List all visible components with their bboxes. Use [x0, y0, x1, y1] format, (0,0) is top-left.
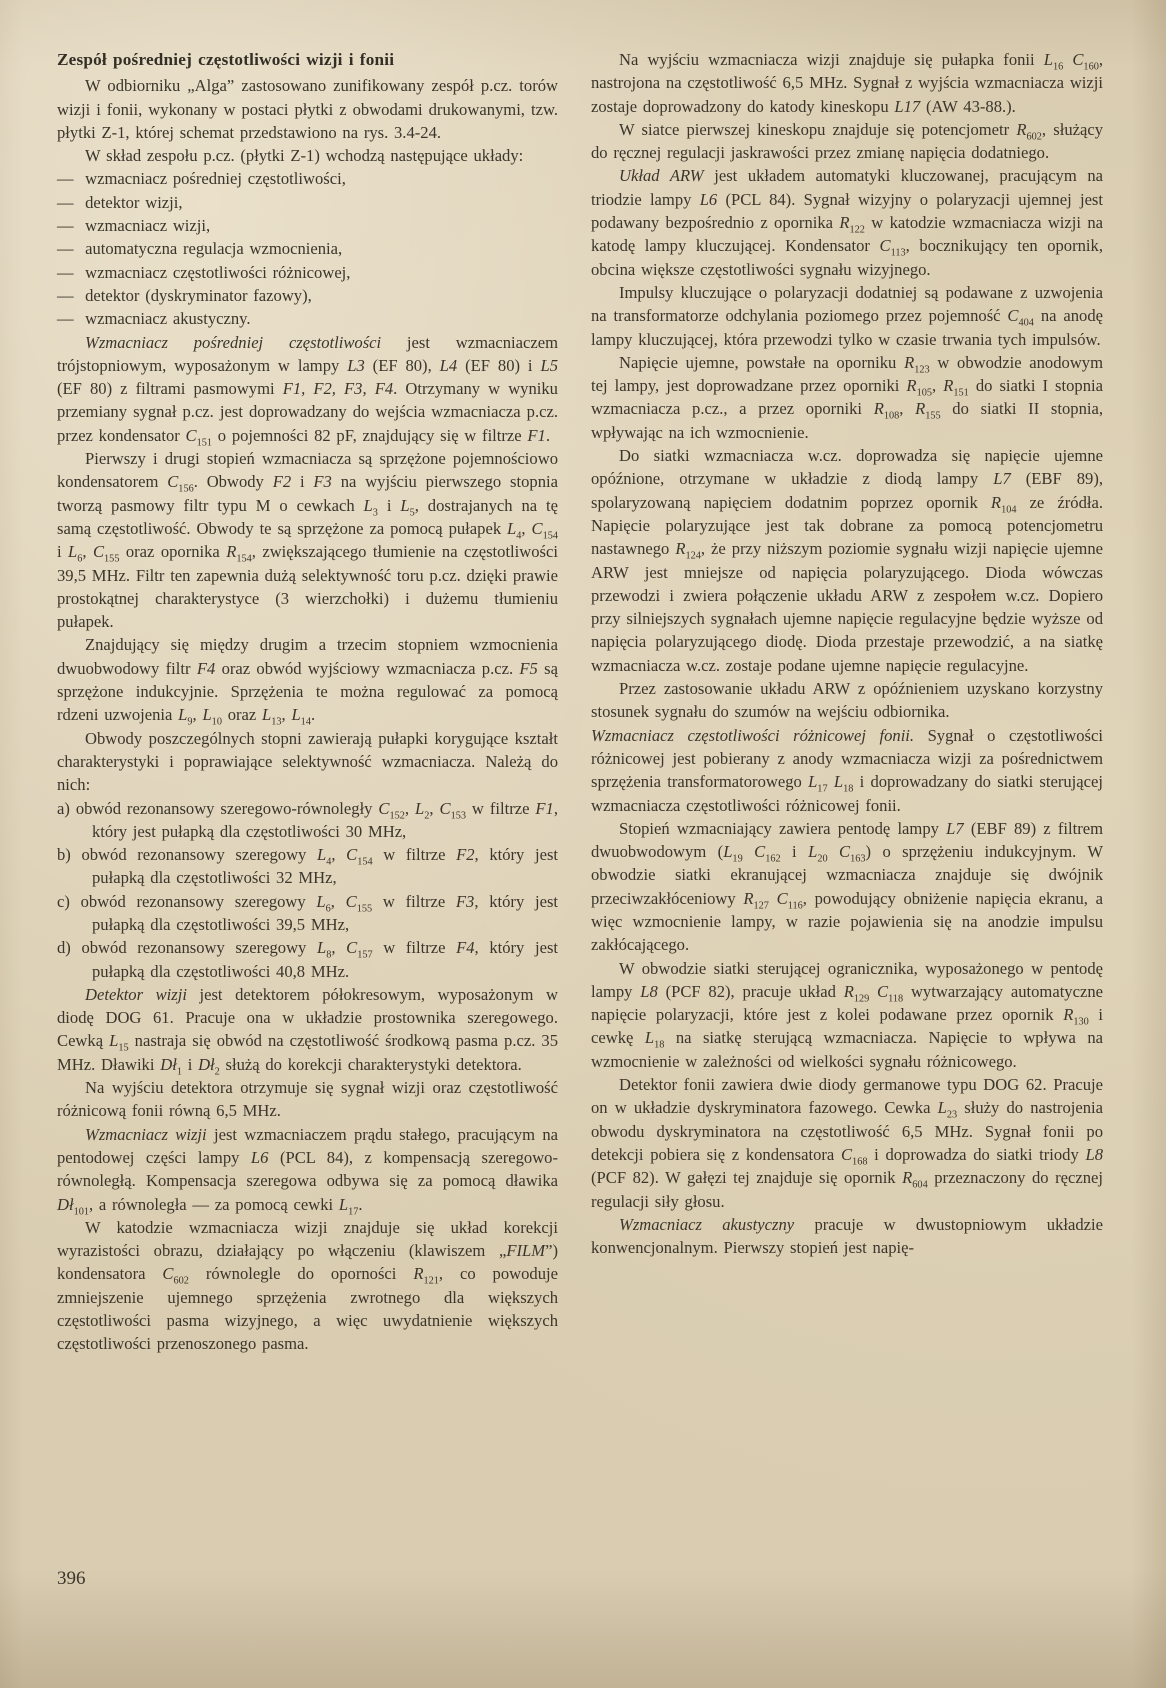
paragraph: Na wyjściu detektora otrzymuje się sygnał wizji oraz częstotliwość różnicową fonii równą 6,5 MHz. [57, 1078, 558, 1121]
paragraph: W katodzie wzmacniacza wizji znajduje się układ korekcji wyrazistości obrazu, działający po włączeniu (klawiszem „FILM”) kondensatora $C_{602}$ równolegle do oporności $R_{121}$, co powoduje zmniejszenie ujemnego sprzężenia zwrotnego dla większych częstotliwości pasma wizyjnego, a więc uwydatnienie większych częstotliwości przenoszonego pasma. [57, 1217, 558, 1354]
paragraph: W obwodzie siatki sterującej ogranicznika, wyposażonego w pentodę lampy L8 (PCF 82), pracuje układ $R_{129}$ $C_{118}$ wytwarzający automatyczne napięcie polaryzacji, które jest z kolei podawane przez opornik $R_{130}$ i cewkę $L_{18}$ na siatkę sterującą wzmacniacza. Napięcie to wpływa na wzmocnienie w zależności od wielkości sygnału różnicowego. [591, 958, 1103, 1071]
section-heading: Zespół pośredniej częstotliwości wizji i fonii [57, 50, 395, 69]
paragraph: Układ ARW jest układem automatyki kluczowanej, pracującym na triodzie lampy L6 (PCL 84). Sygnał wizyjny o polaryzacji ujemnej jest podawany bezpośrednio z opornika $R_{122}$ w katodzie wzmacniacza wizji na katodę lampy kluczującej. Kondensator $C_{113}$, bocznikujący ten opornik, obcina większe częstotliwości sygnału wizyjnego. [591, 166, 1104, 279]
paragraph: Wzmacniacz częstotliwości różnicowej fonii. Sygnał o częstotliwości różnicowej jest pobierany z anody wzmacniacza wizji za pośrednictwem sprzężenia transformatorowego $L_{17}$ $L_{18}$ i doprowadzany do siatki sterującej wzmacniacza częstotliwości różnicowej fonii. [591, 725, 1103, 815]
paragraph: W siatce pierwszej kineskopu znajduje się potencjometr $R_{602}$, służący do ręcznej regulacji jaskrawości przez zmianę napięcia dodatniego. [591, 119, 1104, 163]
paragraph: Wzmacniacz akustyczny pracuje w dwustopniowym układzie konwencjonalnym. Pierwszy stopień jest napię- [591, 1214, 1104, 1258]
list-item-dash: — detektor wizji, [57, 192, 183, 212]
paragraph: Wzmacniacz wizji jest wzmacniaczem prądu stałego, pracującym na pentodowej części lampy L6 (PCL 84), z kompensacją szeregowo-równoległą. Kompensacja szeregowa odbywa się za pomocą dławika $Dł_{101}$, a równoległa — za pomocą cewki $L_{17}$. [57, 1124, 559, 1217]
paragraph: W odbiorniku „Alga” zastosowano zunifikowany zespół p.cz. torów wizji i fonii, wykonany w postaci płytki z obwodami drukowanymi, tzw. płytki Z-1, której schemat przedstawiono na rys. 3.4-24. [57, 76, 558, 142]
paragraph: Detektor fonii zawiera dwie diody germanowe typu DOG 62. Pracuje on w układzie dyskryminatora fazowego. Cewka $L_{23}$ służy do nastrojenia obwodu dyskryminatora na częstotliwość 6,5 MHz. Sygnał fonii po detekcji pobiera się z kondensatora $C_{168}$ i doprowadza do siatki triody L8 (PCF 82). W gałęzi tej znajduje się opornik $R_{604}$ przeznaczony do ręcznej regulacji siły głosu. [591, 1075, 1104, 1211]
paragraph: Do siatki wzmacniacza w.cz. doprowadza się napięcie ujemne opóźnione, otrzymane w układzie z diodą lampy L7 (EBF 89), spolaryzowaną napięciem dodatnim poprzez opornik $R_{104}$ ze źródła. Napięcie polaryzujące jest tak dobrane za pomocą potencjometru nastawnego $R_{124}$, że przy niższym poziomie sygnału wizji napięcie ujemne ARW jest mniejsze od napięcia polaryzującego. Dioda wówczas przewodzi i zwiera połączenie układu ARW z zespołem w.cz. Dopiero przy silniejszych sygnałach ujemne napięcie regulacyjne będzie wyższe od napięcia polaryzującego diodę. Dioda przestaje przewodzić, a na siatkę wzmacniacza w.cz. zostaje podane ujemne napięcie regulacyjne. [591, 446, 1103, 675]
paragraph: Pierwszy i drugi stopień wzmacniacza są sprzężone pojemnościowo kondensatorem $C_{156}$. Obwody F2 i F3 na wyjściu pierwszego stopnia tworzą pasmowy filtr typu M o cewkach $L_3$ i $L_5$, dostrajanych na tę samą częstotliwość. Obwody te są sprzężone za pomocą pułapek $L_4$, $C_{154}$ i $L_6$, $C_{155}$ oraz opornika $R_{154}$, zwiększającego tłumienie na częstotliwości 39,5 MHz. Filtr ten zapewnia dużą selektywność toru p.cz. dzięki prawie prostokątnej charakterystyce (3 wierzchołki) i dużemu tłumieniu pułapek. [57, 449, 558, 632]
list-item-dash: — wzmacniacz wizji, [57, 216, 211, 236]
list-item-dash: — wzmacniacz pośredniej częstotliwości, [57, 169, 346, 189]
left-column [57, 48, 558, 1356]
list-item-dash: — detektor (dyskryminator fazowy), [57, 285, 312, 305]
paragraph: Przez zastosowanie układu ARW z opóźnieniem uzyskano korzystny stosunek sygnału do szumów na wejściu odbiornika. [591, 679, 1103, 722]
list-item-dash: — wzmacniacz akustyczny. [57, 309, 251, 329]
paragraph: Obwody poszczególnych stopni zawierają pułapki korygujące kształt charakterystyki i poprawiające selektywność wzmacniacza. Należą do nich: [57, 728, 558, 795]
list-item-lettered: d) obwód rezonansowy szeregowy $L_8$, $C_{157}$ w filtrze F4, który jest pułapką dla częstotliwości 40,8 MHz. [57, 938, 559, 981]
right-column [591, 48, 1103, 1259]
list-item-lettered: c) obwód rezonansowy szeregowy $L_6$, $C_{155}$ w filtrze F3, który jest pułapką dla częstotliwości 39,5 MHz, [57, 891, 559, 934]
paragraph: Stopień wzmacniający zawiera pentodę lampy L7 (EBF 89) z filtrem dwuobwodowym ($L_{19}$ $C_{162}$ i $L_{20}$ $C_{163}$) o sprzężeniu indukcyjnym. W obwodzie siatki ekranującej wzmacniacza znajduje się dwójnik przeciwzakłóceniowy $R_{127}$ $C_{116}$, powodujący obniżenie napięcia ekranu, a więc wzmocnienie lampy, w razie pojawienia się na anodzie impulsu zakłócającego. [591, 818, 1104, 955]
paragraph: Detektor wizji jest detektorem półokresowym, wyposażonym w diodę DOG 61. Pracuje ona w układzie prostownika szeregowego. Cewką $L_{15}$ nastraja się obwód na częstotliwość środkową pasma p.cz. 35 MHz. Dławiki $Dł_1$ i $Dł_2$ służą do korekcji charakterystyki detektora. [57, 984, 559, 1078]
paragraph: Na wyjściu wzmacniacza wizji znajduje się pułapka fonii $L_{16}$ $C_{160}$, nastrojona na częstotliwość 6,5 MHz. Sygnał z wyjścia wzmacniacza wizji zostaje doprowadzony do katody kineskopu L17 (AW 43-88.). [591, 50, 1103, 116]
paragraph: Wzmacniacz pośredniej częstotliwości jest wzmacniaczem trójstopniowym, wyposażonym w lampy L3 (EF 80), L4 (EF 80) i L5 (EF 80) z filtrami pasmowymi F1, F2, F3, F4. Otrzymany w wyniku przemiany sygnał p.cz. jest doprowadzany do wejścia wzmacniacza p.cz. przez kondensator $C_{151}$ o pojemności 82 pF, znajdujący się w filtrze F1. [57, 332, 558, 449]
paragraph: Napięcie ujemne, powstałe na oporniku $R_{123}$ w obwodzie anodowym tej lampy, jest doprowadzane przez oporniki $R_{105}$, $R_{151}$ do siatki I stopnia wzmacniacza p.cz., a przez oporniki $R_{108}$, $R_{155}$ do siatki II stopnia, wpływając na ich wzmocnienie. [591, 352, 1104, 442]
list-item-lettered: a) obwód rezonansowy szeregowo-równoległy $C_{152}$, $L_2$, $C_{153}$ w filtrze F1, który jest pułapką dla częstotliwości 30 MHz, [57, 798, 558, 841]
paragraph: W skład zespołu p.cz. (płytki Z-1) wchodzą następujące układy: [85, 146, 524, 166]
list-item-lettered: b) obwód rezonansowy szeregowy $L_4$, $C_{154}$ w filtrze F2, który jest pułapką dla częstotliwości 32 MHz, [57, 845, 559, 888]
list-item-dash: — wzmacniacz częstotliwości różnicowej, [57, 262, 351, 282]
paragraph: Znajdujący się między drugim a trzecim stopniem wzmocnienia dwuobwodowy filtr F4 oraz obwód wyjściowy wzmacniacza p.cz. F5 są sprzężone indukcyjnie. Sprzężenia te można regulować za pomocą rdzeni uzwojenia $L_9$, $L_{10}$ oraz $L_{13}$, $L_{14}$. [57, 635, 558, 728]
list-item-dash: — automatyczna regulacja wzmocnienia, [57, 239, 343, 259]
page-number: 396 [57, 1568, 86, 1589]
paragraph: Impulsy kluczujące o polaryzacji dodatniej są podawane z uzwojenia na transformatorze odchylania poziomego przez pojemność $C_{404}$ na anodę lampy kluczującej, która przewodzi tylko w czasie trwania tych impulsów. [591, 282, 1103, 349]
